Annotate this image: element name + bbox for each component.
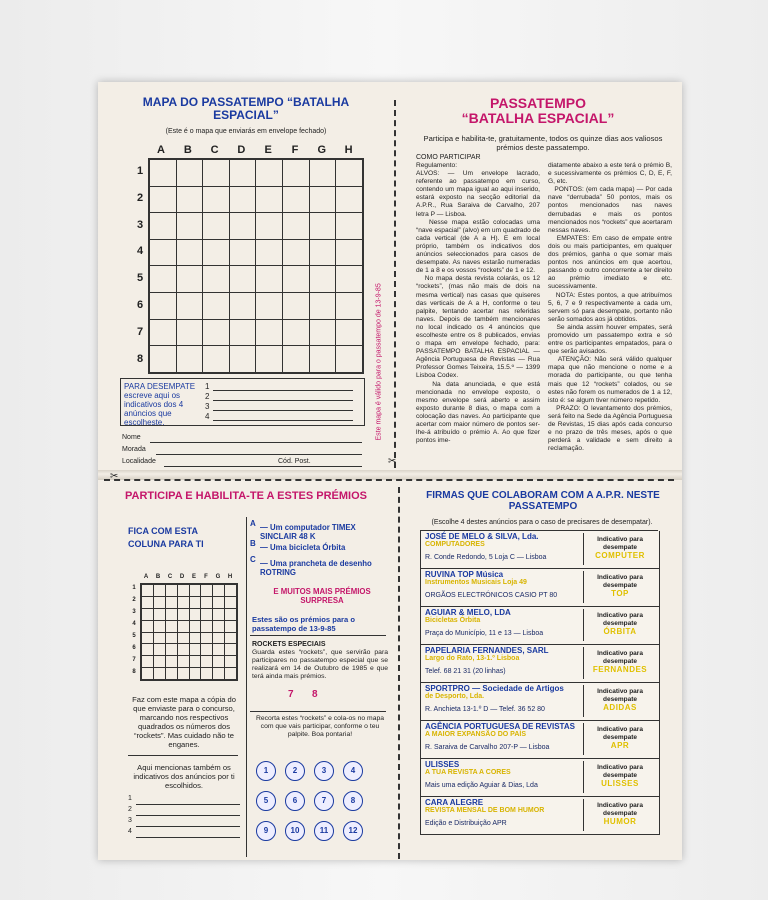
- cut-line-vertical: [394, 100, 396, 468]
- mini-column-label: D: [179, 574, 185, 580]
- grid-cell[interactable]: [309, 319, 336, 346]
- mini-row-label: 6: [132, 645, 136, 651]
- grid-cell[interactable]: [336, 213, 363, 240]
- grid-cell[interactable]: [213, 596, 225, 608]
- top-page: [98, 82, 682, 474]
- column-label: A: [157, 144, 165, 156]
- firm-name: JOSÉ DE MELO & SILVA, Lda.: [425, 532, 539, 541]
- keep-column-note: FICA COM ESTA COLUNA PARA TI: [128, 526, 204, 549]
- firm-subline: Instrumentos Musicais Loja 49: [425, 579, 527, 586]
- grid-cell[interactable]: [176, 186, 203, 213]
- grid-cell[interactable]: [213, 656, 225, 668]
- rocket-divider: [250, 711, 386, 712]
- grid-cell[interactable]: [225, 596, 237, 608]
- address-line[interactable]: [156, 454, 362, 455]
- grid-cell[interactable]: [189, 620, 201, 632]
- row-label: 5: [136, 272, 144, 285]
- grid-cell[interactable]: [213, 585, 225, 597]
- grid-cell[interactable]: [309, 266, 336, 293]
- tiebreak-number: 1: [205, 382, 210, 391]
- firm-subline: A TUA REVISTA A CORES: [425, 769, 511, 776]
- grid-cell[interactable]: [282, 186, 309, 213]
- column-label: H: [344, 144, 353, 156]
- form-name-label: Nome: [122, 434, 141, 441]
- grid-cell[interactable]: [225, 632, 237, 644]
- grid-cell[interactable]: [336, 186, 363, 213]
- tag-code: ÓRBITA: [603, 627, 637, 636]
- grid-cell[interactable]: [150, 160, 177, 187]
- rocket-sticker[interactable]: 8: [343, 791, 363, 811]
- grid-cell[interactable]: [282, 292, 309, 319]
- grid-cell[interactable]: [189, 608, 201, 620]
- ad-line[interactable]: [136, 804, 240, 805]
- rocket-sticker[interactable]: 3: [314, 761, 334, 781]
- grid-cell[interactable]: [203, 346, 230, 373]
- firm-name: CARA ALEGRE: [425, 798, 484, 807]
- grid-cell[interactable]: [201, 585, 213, 597]
- scissors-icon: ✂: [388, 456, 397, 467]
- tiebreak-label: PARA DESEMPATE escreve aqui os indicativos dos 4 anúncios que escolheste.: [124, 382, 196, 427]
- grid-cell[interactable]: [282, 239, 309, 266]
- tiebreak-box: [120, 378, 365, 426]
- ad-line[interactable]: [136, 815, 240, 816]
- contest-title: PASSATEMPO “BATALHA ESPACIAL”: [461, 95, 615, 126]
- firm-ad: [420, 607, 660, 645]
- grid-cell[interactable]: [201, 668, 213, 680]
- prizes-valid-note: Estes são os prémios para o passatempo de 13-9-85: [252, 615, 355, 633]
- rockets-heading: ROCKETS ESPECIAIS: [252, 641, 326, 648]
- grid-cell[interactable]: [142, 656, 154, 668]
- grid-cell[interactable]: [256, 213, 283, 240]
- firms-title: FIRMAS QUE COLABORAM COM A A.P.R. NESTE PASSATEMPO: [426, 490, 660, 512]
- rocket-sticker[interactable]: 12: [343, 821, 363, 841]
- firm-address: R. Conde Redondo, 5 Loja C — Lisboa: [425, 554, 547, 561]
- grid-cell[interactable]: [203, 266, 230, 293]
- grid-cell[interactable]: [229, 292, 256, 319]
- grid-cell[interactable]: [177, 644, 189, 656]
- grid-cell[interactable]: [165, 608, 177, 620]
- grid-cell[interactable]: [309, 346, 336, 373]
- grid-cell[interactable]: [177, 596, 189, 608]
- grid-cell[interactable]: [225, 585, 237, 597]
- grid-cell[interactable]: [225, 668, 237, 680]
- prizes-title: PARTICIPA E HABILITA-TE A ESTES PRÉMIOS: [124, 490, 367, 502]
- ad-line[interactable]: [136, 837, 240, 838]
- mini-column-label: C: [167, 574, 173, 580]
- grid-cell[interactable]: [177, 656, 189, 668]
- firm-address: Praça do Município, 11 e 13 — Lisboa: [425, 630, 544, 637]
- grid-cell[interactable]: [153, 608, 165, 620]
- rocket-sticker[interactable]: 7: [314, 791, 334, 811]
- grid-cell[interactable]: [153, 644, 165, 656]
- grid-cell[interactable]: [256, 266, 283, 293]
- grid-cell[interactable]: [189, 656, 201, 668]
- ad-line[interactable]: [136, 826, 240, 827]
- grid-cell[interactable]: [153, 596, 165, 608]
- mini-column-label: H: [227, 574, 233, 580]
- grid-cell[interactable]: [177, 668, 189, 680]
- grid-cell[interactable]: [229, 186, 256, 213]
- grid-cell[interactable]: [153, 656, 165, 668]
- grid-cell[interactable]: [165, 644, 177, 656]
- firm-address: Telef. 68 21 31 (20 linhas): [425, 668, 506, 675]
- grid-cell[interactable]: [203, 292, 230, 319]
- grid-cell[interactable]: [282, 160, 309, 187]
- ad-number: 3: [128, 817, 132, 824]
- grid-cell[interactable]: [309, 160, 336, 187]
- grid-cell[interactable]: [142, 668, 154, 680]
- firm-subline: REVISTA MENSAL DE BOM HUMOR: [425, 807, 545, 814]
- tiebreak-line[interactable]: [213, 400, 353, 401]
- grid-cell[interactable]: [142, 585, 154, 597]
- grid-cell[interactable]: [309, 186, 336, 213]
- grid-cell[interactable]: [256, 239, 283, 266]
- firm-address: R. Anchieta 13-1.º D — Telef. 36 52 80: [425, 706, 545, 713]
- grid-cell[interactable]: [165, 656, 177, 668]
- rocket-sticker[interactable]: 9: [256, 821, 276, 841]
- firm-name: AGÊNCIA PORTUGUESA DE REVISTAS: [425, 722, 575, 731]
- rocket-sticker[interactable]: 11: [314, 821, 334, 841]
- grid-cell[interactable]: [229, 160, 256, 187]
- grid-cell[interactable]: [229, 346, 256, 373]
- column-divider: [246, 517, 247, 857]
- mini-row-label: 1: [132, 585, 136, 591]
- grid-cell[interactable]: [189, 668, 201, 680]
- grid-cell[interactable]: [176, 213, 203, 240]
- grid-cell[interactable]: [142, 644, 154, 656]
- firm-name: AGUIAR & MELO, LDA: [425, 608, 511, 617]
- mini-column-label: B: [155, 574, 161, 580]
- tiebreak-line[interactable]: [213, 390, 353, 391]
- tag-label: Indicativo para desempate: [597, 688, 643, 703]
- tag-label: Indicativo para desempate: [597, 536, 643, 551]
- mini-column-label: G: [215, 574, 221, 580]
- firm-address: Edição e Distribuição APR: [425, 820, 507, 827]
- grid-cell[interactable]: [142, 620, 154, 632]
- grid-cell[interactable]: [150, 292, 177, 319]
- column-label: C: [210, 144, 219, 156]
- grid-cell[interactable]: [213, 668, 225, 680]
- grid-cell[interactable]: [150, 319, 177, 346]
- row-label: 8: [136, 352, 144, 365]
- rules-column-2: diatamente abaixo a este terá o prémio B, e sucessivamente os prémios C, D, E, F, G, etc. PONTOS: (em cada mapa) — Por cada nave “derrubada” 50 pontos, mais os pontos mencionados nas naves derrubadas e mais os pontos mencionados nos “rockets” que acertaram nessas naves. EMPATES: Em caso de empate entre dois ou mais participantes, em qualquer dos prémios, ganha o que somar mais pontos nos anúncios em que acertou, passando o outro concorrente a ter direito ao prémio imediato e etc. sucessivamente. NOTA: Estes pontos, a que atribuímos 5, 6, 7 e 9 respectivamente a cada um, servem só para desempate, portanto não serão somados aos já obtidos. Se ainda assim houver empates, será promovido um passatempo extra e só entre os participantes empatados, para o que serão avisados. ATENÇÃO: Não será válido qualquer mapa que não mencione o nome e a morada do participante, ou que tenha mais que 12 “rockets” colados, ou se estes não forem os numerados de 1 a 12, isto é: se algum tiver número repetido. PRAZO: O levantamento dos prémios, será feito na Sede da Agência Portuguesa de Revistas, 15 dias após cada concurso e no prazo de três meses, após o que perderá a validade e sem direito a reclamação.: [548, 162, 673, 453]
- grid-cell[interactable]: [336, 239, 363, 266]
- how-to-heading: COMO PARTICIPAR: [416, 154, 481, 161]
- grid-cell[interactable]: [229, 213, 256, 240]
- note-line: [128, 755, 238, 756]
- firm-address: ORGÃOS ELECTRÓNICOS CASIO PT 80: [425, 592, 558, 599]
- grid-cell[interactable]: [165, 596, 177, 608]
- grid-cell[interactable]: [201, 608, 213, 620]
- tag-label: Indicativo para desempate: [597, 574, 643, 589]
- grid-cell[interactable]: [213, 632, 225, 644]
- firm-ad: [420, 531, 660, 569]
- grid-cell[interactable]: [203, 239, 230, 266]
- map-subtitle: (Este é o mapa que enviarás em envelope fechado): [165, 128, 327, 135]
- row-label: 1: [136, 165, 144, 177]
- rocket-sticker[interactable]: 4: [343, 761, 363, 781]
- rules-column-1: Regulamento: ALVOS: — Um envelope lacrado, referente ao passatempo em curso, contendo um mapa igual ao aqui inserido, estará exposto na secção editorial da A.P.R., Rua Saraiva de Carvalho, 207 letra P — Lisboa. Nesse mapa estão colocadas uma “nave espacial” (alvo) em um quadrado de cada vertical (de A a H). E em local próprio, também os indicativos dos anúncios seleccionados para casos de desempate. As naves estarão numeradas de 1 a 8 e os vossos “rockets” de 1 e 12. No mapa desta revista colarás, os 12 “rockets”, (mas não mais de dois na mesma vertical) nas casas que quiseres das verticais de A a H, conforme o teu palpite, tentando acertar nas referidas naves. Depois de também mencionares no local indicado os 4 anúncios que escolheste entre os 8 publicados, envias o mapa em envelope fechado, para: PASSATEMPO BATALHA ESPACIAL — Agência Portuguesa de Revistas — Rua Professor Gomes Teixeira, 15.5.º — 1399 Lisboa Codex. Na data anunciada, e que está mencionada no envelope exposto, o mesmo envelope será aberto e assim exposto durante 8 dias, o mapa com a colocação das naves. Ao participante que acertar com maior número de pontos ser-lhe-á atribuído o prémio A. Ao que fizer pontos ime-: [416, 162, 540, 445]
- special-rocket: 7: [288, 689, 294, 700]
- tag-label: Indicativo para desempate: [597, 726, 643, 741]
- grid-cell[interactable]: [150, 239, 177, 266]
- map-title: MAPA DO PASSATEMPO “BATALHA ESPACIAL”: [142, 95, 350, 122]
- contest-intro: Participa e habilita-te, gratuitamente, todos os quinze dias aos valiosos prémios deste passatempo.: [423, 134, 663, 152]
- firm-ad: [420, 569, 660, 607]
- prize-letter: C: [250, 555, 256, 564]
- firm-tiebreak-tag[interactable]: [583, 609, 656, 641]
- grid-cell[interactable]: [142, 608, 154, 620]
- grid-cell[interactable]: [201, 656, 213, 668]
- prize-divider: [250, 635, 386, 636]
- grid-cell[interactable]: [176, 292, 203, 319]
- grid-cell[interactable]: [203, 213, 230, 240]
- tag-code: HUMOR: [603, 817, 637, 826]
- name-line[interactable]: [150, 442, 362, 443]
- column-label: D: [237, 144, 246, 156]
- row-label: 2: [136, 191, 144, 204]
- grid-cell[interactable]: [225, 656, 237, 668]
- grid-cell[interactable]: [225, 608, 237, 620]
- grid-cell[interactable]: [165, 585, 177, 597]
- firm-tiebreak-tag[interactable]: [583, 761, 656, 793]
- mini-row-label: 5: [132, 633, 136, 639]
- mini-row-label: 8: [132, 669, 136, 675]
- tag-label: Indicativo para desempate: [597, 612, 643, 627]
- tag-code: ULISSES: [601, 779, 639, 788]
- firm-tiebreak-tag[interactable]: [583, 723, 656, 755]
- firm-address: Mais uma edição Aguiar & Dias, Lda: [425, 782, 538, 789]
- grid-cell[interactable]: [165, 668, 177, 680]
- rocket-sticker[interactable]: 6: [285, 791, 305, 811]
- firm-name: RUVINA TOP Música: [425, 570, 504, 579]
- firm-subline: A MAIOR EXPANSÃO DO PAÍS: [425, 731, 526, 738]
- cut-line-horizontal: [104, 479, 674, 481]
- grid-cell[interactable]: [336, 160, 363, 187]
- row-label: 3: [136, 218, 144, 231]
- grid-cell[interactable]: [336, 266, 363, 293]
- firm-ad: [420, 683, 660, 721]
- prize-text: E MUITOS MAIS PRÉMIOS SURPRESA: [273, 587, 371, 605]
- tiebreak-number: 3: [205, 402, 210, 411]
- grid-cell[interactable]: [189, 596, 201, 608]
- grid-cell[interactable]: [256, 186, 283, 213]
- firm-tiebreak-tag[interactable]: [583, 533, 656, 565]
- grid-cell[interactable]: [203, 160, 230, 187]
- battle-map-grid[interactable]: [148, 158, 364, 374]
- rocket-sticker[interactable]: 5: [256, 791, 276, 811]
- firm-tiebreak-tag[interactable]: [583, 647, 656, 679]
- firm-ad: [420, 721, 660, 759]
- grid-cell[interactable]: [153, 668, 165, 680]
- grid-cell[interactable]: [282, 266, 309, 293]
- grid-cell[interactable]: [189, 644, 201, 656]
- special-rocket: 8: [312, 689, 318, 700]
- grid-cell[interactable]: [213, 644, 225, 656]
- mini-column-label: F: [204, 574, 208, 580]
- grid-cell[interactable]: [165, 620, 177, 632]
- prize-letter: A: [250, 519, 256, 528]
- grid-cell[interactable]: [309, 213, 336, 240]
- ad-number: 1: [128, 795, 132, 802]
- prize-text: — Uma prancheta de desenho ROTRING: [260, 559, 372, 577]
- grid-cell[interactable]: [282, 346, 309, 373]
- mini-row-label: 3: [132, 609, 136, 615]
- prize-text: — Um computador TIMEX SINCLAIR 48 K: [260, 523, 356, 541]
- row-label: 4: [136, 245, 144, 258]
- grid-cell[interactable]: [150, 346, 177, 373]
- copy-map-grid[interactable]: [140, 583, 238, 681]
- column-label: G: [317, 144, 327, 156]
- tag-code: APR: [610, 741, 630, 750]
- tag-code: FERNANDES: [592, 665, 648, 674]
- bottom-page: [98, 471, 682, 860]
- grid-cell[interactable]: [282, 213, 309, 240]
- grid-cell[interactable]: [150, 213, 177, 240]
- grid-cell[interactable]: [309, 292, 336, 319]
- firm-subline: Bicicletas Órbita: [425, 617, 481, 624]
- grid-cell[interactable]: [213, 608, 225, 620]
- grid-cell[interactable]: [229, 266, 256, 293]
- validity-note: Este mapa é válido para o passatempo de 13-9-85: [375, 283, 383, 441]
- grid-cell[interactable]: [256, 160, 283, 187]
- firm-tiebreak-tag[interactable]: [583, 799, 656, 831]
- column-label: E: [264, 144, 272, 156]
- grid-cell[interactable]: [176, 266, 203, 293]
- firm-tiebreak-tag[interactable]: [583, 685, 656, 717]
- grid-cell[interactable]: [176, 346, 203, 373]
- grid-cell[interactable]: [203, 319, 230, 346]
- tag-code: TOP: [611, 589, 629, 598]
- grid-cell[interactable]: [336, 319, 363, 346]
- grid-cell[interactable]: [336, 346, 363, 373]
- form-address-label: Morada: [122, 446, 146, 453]
- grid-cell[interactable]: [309, 239, 336, 266]
- tiebreak-line[interactable]: [213, 410, 353, 411]
- ads-note: Aqui mencionas também os indicativos dos anúncios por ti escolhidos.: [133, 763, 235, 790]
- grid-cell[interactable]: [189, 585, 201, 597]
- grid-cell[interactable]: [256, 346, 283, 373]
- row-label: 7: [136, 325, 144, 338]
- firm-subline: de Desporto, Lda.: [425, 693, 485, 700]
- firm-address: R. Saraiva de Carvalho 207-P — Lisboa: [425, 744, 550, 751]
- tiebreak-number: 4: [205, 412, 210, 421]
- grid-cell[interactable]: [177, 608, 189, 620]
- column-label: F: [291, 144, 299, 156]
- city-line[interactable]: [164, 466, 362, 467]
- mini-row-label: 2: [132, 597, 136, 603]
- firm-name: ULISSES: [425, 760, 460, 769]
- grid-cell[interactable]: [153, 585, 165, 597]
- mini-row-label: 4: [132, 621, 136, 627]
- grid-cell[interactable]: [153, 620, 165, 632]
- firm-tiebreak-tag[interactable]: [583, 571, 656, 603]
- tag-code: COMPUTER: [595, 551, 645, 560]
- grid-cell[interactable]: [256, 292, 283, 319]
- firms-subtitle: (Escolhe 4 destes anúncios para o caso de precisares de desempatar).: [431, 519, 653, 526]
- grid-cell[interactable]: [176, 160, 203, 187]
- prize-text: — Uma bicicleta Órbita: [260, 543, 346, 552]
- grid-cell[interactable]: [225, 620, 237, 632]
- form-postcode-label: Cód. Post.: [278, 458, 311, 465]
- prize-letter: B: [250, 539, 256, 548]
- tag-code: ADIDAS: [603, 703, 637, 712]
- grid-cell[interactable]: [213, 620, 225, 632]
- grid-cell[interactable]: [201, 620, 213, 632]
- grid-cell[interactable]: [336, 292, 363, 319]
- grid-cell[interactable]: [142, 632, 154, 644]
- ad-number: 2: [128, 806, 132, 813]
- firm-subline: Largo do Rato, 13-1.º Lisboa: [425, 655, 520, 662]
- grid-cell[interactable]: [225, 644, 237, 656]
- grid-cell[interactable]: [201, 596, 213, 608]
- grid-cell[interactable]: [229, 319, 256, 346]
- mini-row-label: 7: [132, 657, 136, 663]
- tag-label: Indicativo para desempate: [597, 764, 643, 779]
- firm-ad: [420, 645, 660, 683]
- row-label: 6: [136, 299, 144, 311]
- grid-cell[interactable]: [177, 585, 189, 597]
- tag-label: Indicativo para desempate: [597, 802, 643, 817]
- grid-cell[interactable]: [282, 319, 309, 346]
- rocket-sticker[interactable]: 10: [285, 821, 305, 841]
- grid-cell[interactable]: [177, 620, 189, 632]
- magazine-spread: [98, 82, 682, 860]
- grid-cell[interactable]: [201, 644, 213, 656]
- grid-cell[interactable]: [229, 239, 256, 266]
- cut-line-vertical-2: [398, 487, 400, 859]
- cut-rockets-note: Recorta estes “rockets” e cola-os no mapa com que vais participar, conforme o teu palpite. Boa pontaria!: [255, 715, 385, 738]
- grid-cell[interactable]: [177, 632, 189, 644]
- tiebreak-line[interactable]: [213, 420, 353, 421]
- grid-cell[interactable]: [153, 632, 165, 644]
- firm-ad: [420, 759, 660, 797]
- firm-name: SPORTPRO — Sociedade de Artigos: [425, 684, 564, 693]
- tiebreak-number: 2: [205, 392, 210, 401]
- copy-note: Faz com este mapa a cópia do que enviaste para o concurso, marcando nos respectivos quadrados os números dos “rockets”. Mas cuidado não te enganes.: [132, 695, 236, 749]
- grid-cell[interactable]: [201, 632, 213, 644]
- scissors-icon-2: ✂: [110, 471, 119, 482]
- form-city-label: Localidade: [122, 458, 156, 465]
- grid-cell[interactable]: [142, 596, 154, 608]
- firm-subline: COMPUTADORES: [425, 541, 485, 548]
- firm-name: PAPELARIA FERNANDES, SARL: [425, 646, 549, 655]
- ad-number: 4: [128, 828, 132, 835]
- grid-cell[interactable]: [150, 266, 177, 293]
- rockets-text: Guarda estes “rockets”, que servirão para participares no passatempo especial que se realizará em 14 de Outubro de 1985 e que terá ainda mais prémios.: [252, 649, 388, 680]
- mini-column-label: A: [143, 574, 149, 580]
- grid-cell[interactable]: [150, 186, 177, 213]
- grid-cell[interactable]: [256, 319, 283, 346]
- grid-cell[interactable]: [203, 186, 230, 213]
- rocket-sticker[interactable]: 1: [256, 761, 276, 781]
- grid-cell[interactable]: [189, 632, 201, 644]
- grid-cell[interactable]: [176, 239, 203, 266]
- firm-ad: [420, 797, 660, 835]
- tag-label: Indicativo para desempate: [597, 650, 643, 665]
- grid-cell[interactable]: [165, 632, 177, 644]
- rocket-sticker[interactable]: 2: [285, 761, 305, 781]
- column-label: B: [183, 144, 192, 156]
- grid-cell[interactable]: [176, 319, 203, 346]
- mini-column-label: E: [191, 574, 196, 580]
